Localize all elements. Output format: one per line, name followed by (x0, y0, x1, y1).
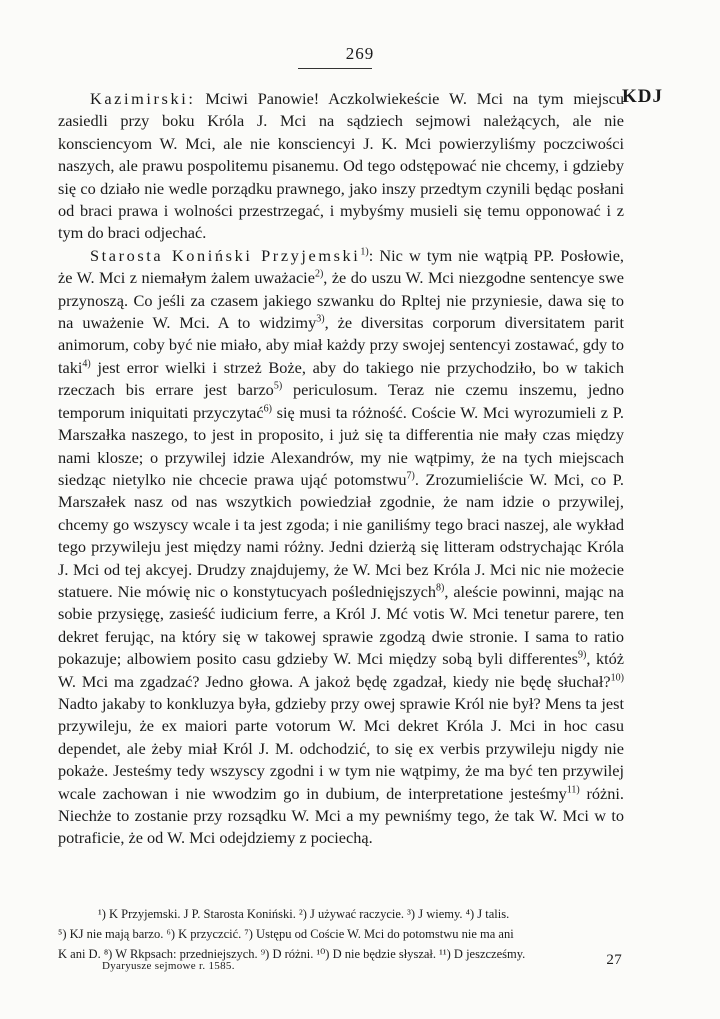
paragraph-text: , któż W. Mci ma zgadzać? Jedno głowa. A jakoż będę zgadzał, kiedy nie będę słuchał? (58, 649, 625, 691)
footnote-marker: 11) (566, 784, 580, 796)
paragraph-text: periculosum. Teraz nie czemu inszemu, jedno temporum iniquitati przyczytać (58, 380, 624, 422)
paragraph-text: , że do uszu W. Mci niezgodne sentencye swe przynoszą. Co jeśli za czasem jakiego szwanku do Rpltej nie przyniesie, dawa się to na uważenie W. Mci. A to widzimy (58, 268, 625, 333)
footnote-line: K ani D. ⁸) W Rkpsach: przedniejszych. ⁹) D różni. ¹⁰) D nie będzie słyszał. ¹¹) D jeszcześmy. (58, 947, 526, 961)
footnote-marker: 1) (360, 246, 369, 258)
header-rule (298, 68, 372, 69)
paragraph-2 (58, 245, 624, 850)
footnotes (58, 904, 628, 964)
footnote-marker: 6) (263, 403, 272, 415)
footnote-marker: 2) (314, 268, 324, 280)
footnote-line: ¹) K Przyjemski. J P. Starosta Koniński. ²) J używać raczycie. ³) J wiemy. ⁴) J talis. (98, 907, 510, 921)
paragraph-text: Nadto jakaby to konkluzya była, gdzieby przy owej sprawie Król nie był? Mens ta jest przywileju, że ex maiori parte votorum W. Mci dekret Króla J. Mci in hoc casu dependet, ale żeby miał Król J. M. odchodzić, to się ex verbis przywileju nigdy nie pokaże. Jesteśmy tedy wszyscy zgodni i w tym nie wątpimy, że ma być ten przywilej wcale zachowan i nie wwodzim go in dubium, de interpretatione jesteśmy (58, 693, 624, 803)
paragraph-text: się musi ta różność. Coście W. Mci wyrozumieli z P. Marszałka naszego, to jest in proposito, i już się ta differentia nie mały czas między nami klosze; o przywilej idzie Alexandrów, my nie wątpimy, że na tych miejscach siedząc nietylko nie chcecie prawa ująć potomstwu (58, 402, 624, 489)
speaker-name: Starosta Koniński Przyjemski (90, 245, 361, 265)
footnote-marker: 8) (436, 582, 445, 594)
footnote-marker: 7) (406, 470, 415, 482)
sheet-number: 27 (606, 952, 622, 968)
paragraph-1 (58, 88, 624, 245)
paragraph-text: . Zrozumieliście W. Mci, co P. Marszałek nasz od nas wszytkich powiedział zgodnie, że nam idzie o przywilej, chcemy go wszyscy wcale i ta jest zgoda; i nie ganiliśmy tego braci naszej, ale wykład tego przywileju jest między nami różny. Jedni dzierżą się litteram odstrychając Króla J. Mci od tej akcyej. Drudzy znajdujemy, że W. Mci bez Króla J. Mci nic nie możecie statuere. Nie mówię nic o konstytucyach poślednięjszych (58, 469, 624, 601)
footnote-marker: 10) (610, 672, 624, 684)
paragraph-text: : Nic w tym nie wątpią PP. Posłowie, że W. Mci z niemałym żalem uważacie (58, 245, 625, 288)
margin-mark: KDJ (622, 86, 663, 107)
paragraph-text: , że diversitas corporum diversitatem parit animorum, coby być nie miało, aby miał każdy przy swojej sentencyi zostawać, gdy to taki (58, 313, 624, 377)
paragraph-text: różni. Niechże to zostanie przy rozsądku W. Mci a my pewniśmy tego, że tak W. Mci w to potraficie, że od W. Mci odejdziemy z pociechą. (58, 783, 624, 848)
body-text (58, 88, 624, 850)
footnote-marker: 3) (316, 313, 325, 325)
footnote-marker: 9) (577, 649, 587, 661)
paragraph-text: jest error wielki i strzeż Boże, aby do takiego nie przychodziło, bo w takich rzeczach bis errare jest barzo (58, 357, 624, 400)
footnote-marker: 5) (273, 380, 283, 392)
footer-source: Dyaryusze sejmowe r. 1585. (102, 960, 235, 972)
footnote-marker: 4) (82, 358, 91, 370)
paragraph-text: , aleście powinni, mając na sobie przysięgę, zasieść iudicium ferre, a Król J. Mć votis W. Mci tenetur parere, ten dekret ferując, na który się w takowej sprawie zgodzą dwie stronie. I sama to ratio pokazuje; albowiem posito casu gdzieby W. Mci między sobą byli differentes (58, 581, 625, 669)
footnote-line: ⁵) KJ nie mają barzo. ⁶) K przyczcić. ⁷) Ustępu od Coście W. Mci do potomstwu nie ma ani (58, 927, 514, 941)
speaker-name: Kazimirski: (90, 89, 196, 108)
page-number: 269 (345, 44, 375, 63)
paragraph-text: Mciwi Panowie! Aczkolwiekeście W. Mci na tym miejscu zasiedli przy boku Króla J. Mci na sądziech sejmowi należących, ale nie konsciencyom W. Mci, ale nie konsciencyi J. K. Mci powierzyliśmy poczciwości naszych, ale prawu pospolitemu pisanemu. Od tego odstępować nie chcemy, i gdzieby się co działo nie wedle porządku prawnego, jako inszy przedtym czynili będąc posłani od braci prawa i wolności przestrzegać, i mybyśmy musieli się temu opponować i z tym do braci odjechać. (58, 89, 624, 243)
